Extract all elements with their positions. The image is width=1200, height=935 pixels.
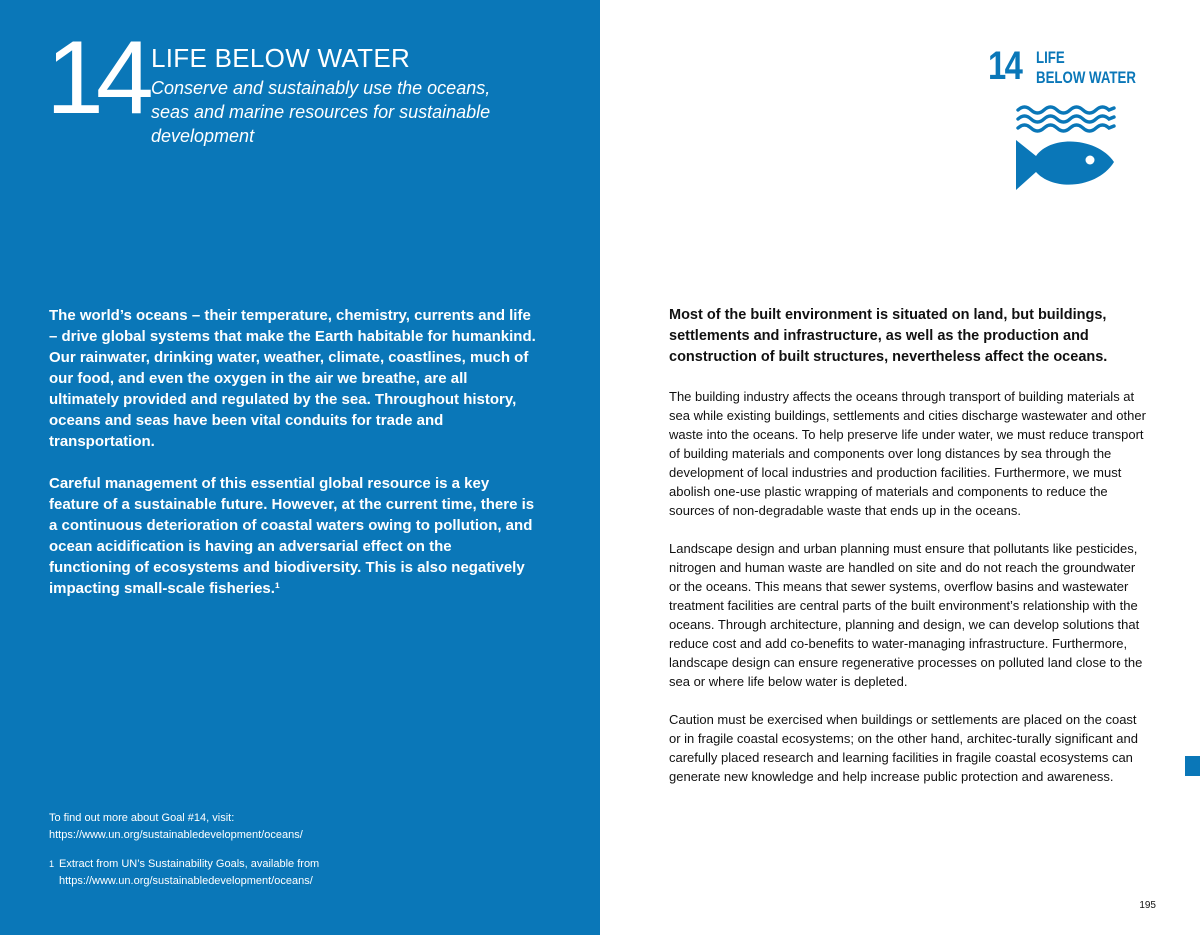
body-paragraph: The building industry affects the oceans through transport of building materials at sea while existing buildings, settlements and cities discharge wastewater and other waste into the oceans. To help preserve life under water, we must reduce transport of building materials and components over long distances by sea through the development of local industries and production facilities. Furthermore, we must abolish one-use plastic wrapping of materials and components to reduce the sources of non-degradable waste that ends up in the oceans. [669,389,1146,518]
more-info [49,810,549,844]
more-info-link[interactable]: https://www.un.org/sustainabledevelopment/oceans/ [49,829,303,841]
goal-number: 14 [46,20,146,136]
body-paragraph: Landscape design and urban planning must ensure that pollutants like pesticides, nitrogen and human waste are handled on site and do not reach the groundwater or the oceans. This means that sewer systems, overflow basins and wastewater treatment facilities are central parts of the built environment’s relationship with the oceans. Through architecture, planning and design, we can develop solutions that reduce cost and add co-benefits to water-managing infrastructure. Furthermore, landscape design can ensure regenerative processes on polluted land close to the sea or where life below water is depleted. [669,541,1143,689]
page-number: 195 [1139,900,1156,911]
sdg14-logo [988,44,1136,194]
intro-paragraph: The world’s oceans – their temperature, chemistry, currents and life – drive global systems that make the Earth habitable for humankind. Our rainwater, drinking water, weather, climate, coastlines, much of our food, and even the oxygen in the air we breathe, are all ultimately provided and regulated by the sea. Throughout history, oceans and seas have been vital conduits for trade and transportation. [49,307,536,450]
logo-title-line2: BELOW WATER [1036,68,1136,87]
footnote [49,856,549,890]
more-info-label: To find out more about Goal #14, visit: [49,812,235,824]
footnote-mark-number: 1 [49,859,55,869]
body-paragraph: Caution must be exercised when buildings or settlements are placed on the coast or in fragile coastal ecosystems; on the other hand, architec-turally significant and carefully placed research and learning facilities in fragile coastal ecosystems can generate new knowledge and help increase public protection and awareness. [669,712,1138,784]
footnote-text: Extract from UN’s Sustainability Goals, available from https://www.un.org/sustainabledevelopment/oceans/ [59,858,320,887]
logo-title-line1: LIFE [1036,48,1065,67]
goal-title: LIFE BELOW WATER [151,43,411,73]
footnote-mark [49,856,59,878]
intro-paragraph: Careful management of this essential global resource is a key feature of a sustainable future. However, at the current time, there is a continuous deterioration of coastal waters owing to pollution, and ocean acidification is having an adversarial effect on the functioning of ecosystems and biodiversity. This is also negatively impacting small-scale fisheries.¹ [49,475,535,597]
lead-paragraph: Most of the built environment is situated on land, but buildings, settlements and infrastructure, as well as the production and construction of built structures, nevertheless affect the oceans. [669,307,1108,365]
body-text [669,387,1149,805]
chapter-tab-marker [1185,756,1200,776]
goal-subtitle: Conserve and sustainably use the oceans, seas and marine resources for sustainable development [151,78,491,146]
intro-text [49,305,537,620]
waves-and-fish-icon [1016,104,1116,192]
logo-number: 14 [988,44,1022,88]
